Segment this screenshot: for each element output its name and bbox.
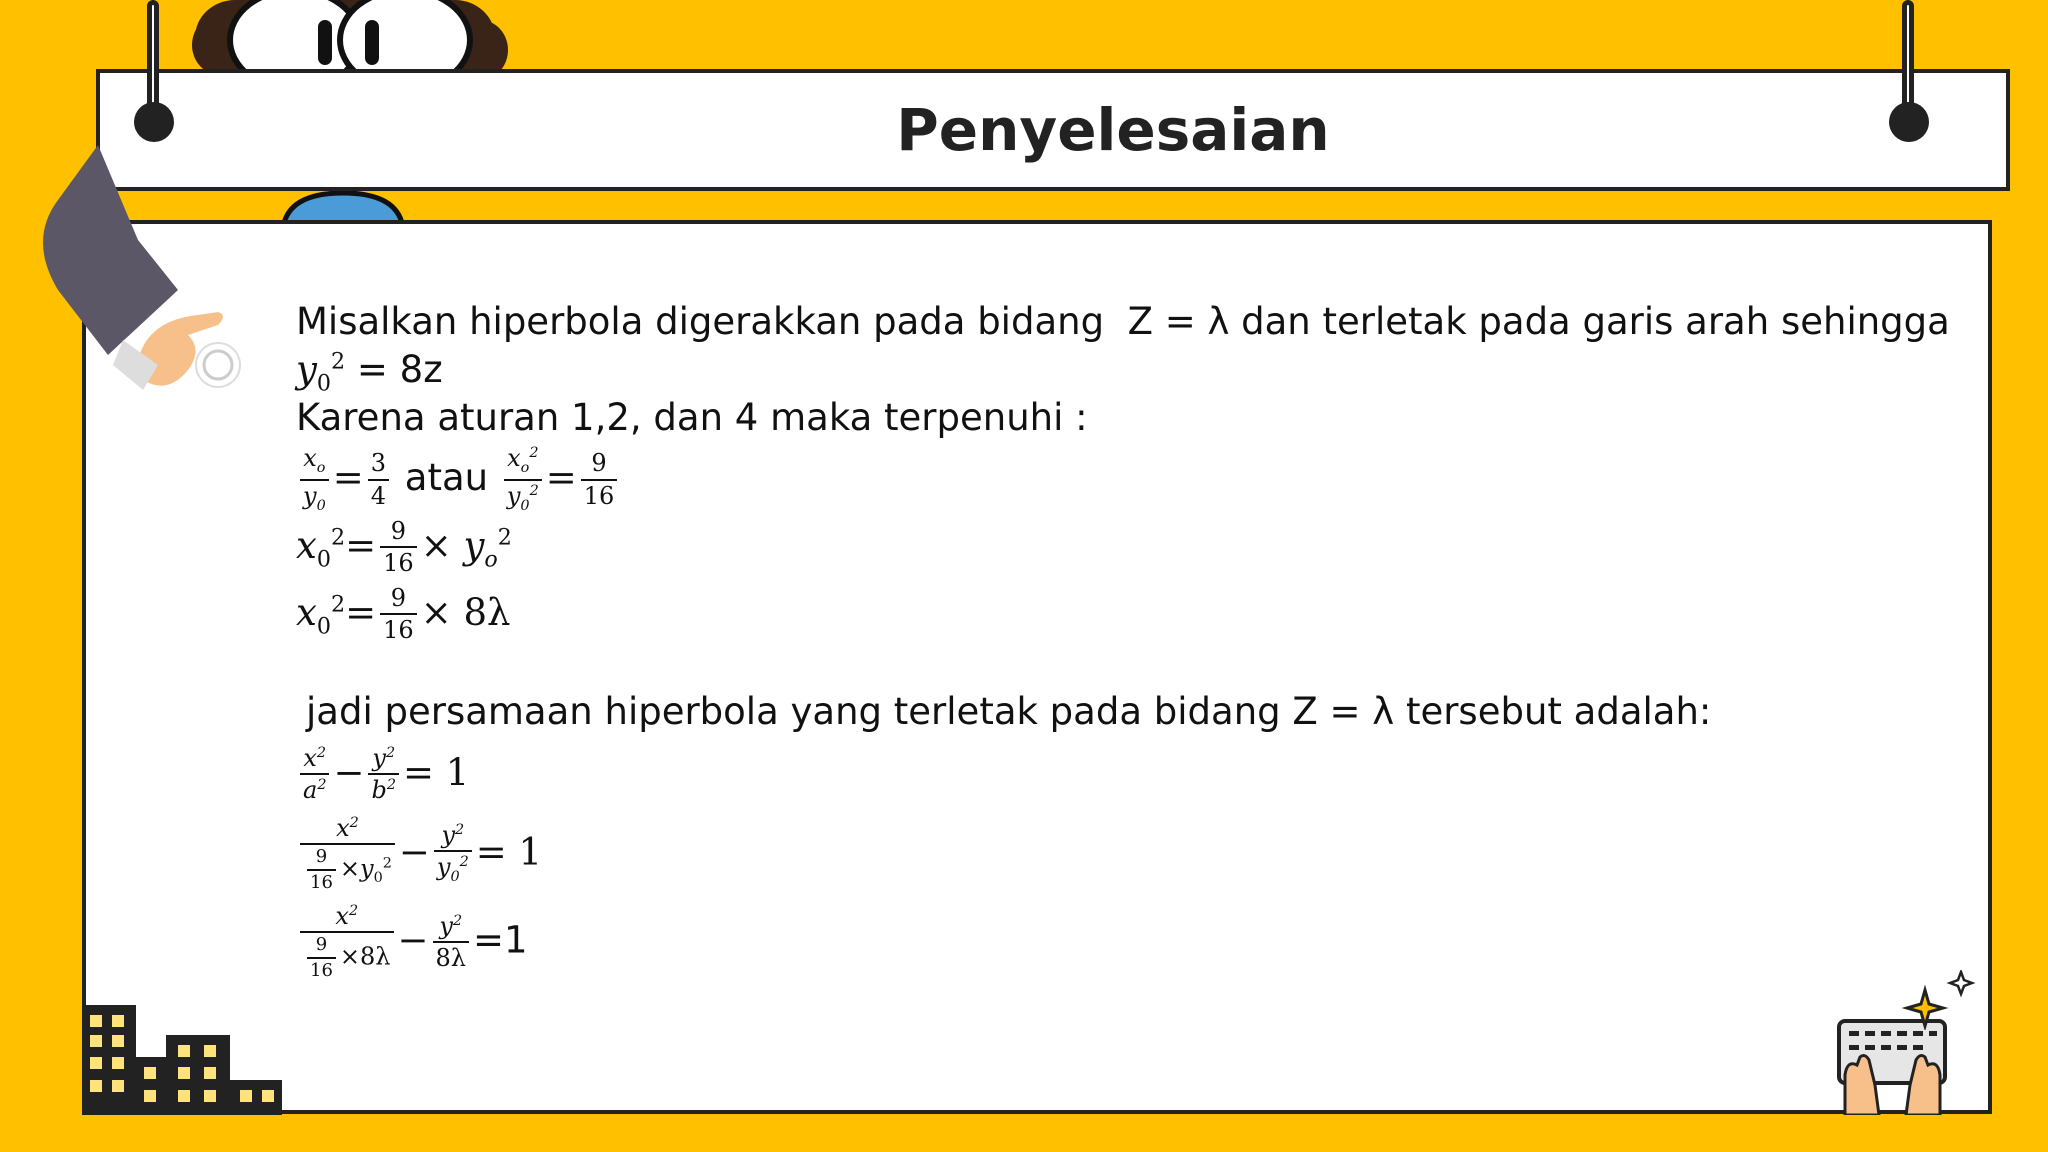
banner-hook-left	[134, 102, 174, 142]
equation-x0-squared-1: $x_0^2=$ $\frac{9}{16}$ × $y_o^2$	[296, 517, 512, 578]
banner-hanger-left	[147, 0, 159, 110]
pointing-hand-icon	[28, 140, 248, 400]
text-line-1: Misalkan hiperbola digerakkan pada bidang Z = λ dan terletak pada garis arah sehingga	[296, 300, 1950, 343]
equation-ratio: $\frac{x_o}{y_0}$ = $\frac{3}{4}$ atau $\frac{x_o^2}{y_0^2}$ = $\frac{9}{16}$	[296, 445, 621, 514]
equation-hyperbola-general: $\frac{x^2}{a^2}$ − $\frac{y^2}{b^2}$ = 1	[296, 745, 469, 804]
sparkle-icon	[1895, 970, 1980, 1030]
banner-hook-right	[1889, 102, 1929, 142]
text-line-3: Karena aturan 1,2, dan 4 maka terpenuhi :	[296, 396, 1088, 439]
equation-x0-squared-2: $x_0^2=$ $\frac{9}{16}$ × 8λ	[296, 584, 511, 645]
plane-equation: Z = λ	[1127, 300, 1230, 343]
page-title: Penyelesaian	[896, 96, 1330, 164]
text-line-conclusion: jadi persamaan hiperbola yang terletak pada bidang Z = λ tersebut adalah:	[306, 690, 1712, 733]
equation-hyperbola-sub-1: $x^2$ $\frac{9}{16}$ $\times y_0^2$ − $\frac{y^2}{y_0^2}$ = 1	[296, 815, 542, 893]
city-buildings-icon	[82, 1005, 282, 1115]
directrix-rhs: = 8z	[356, 348, 443, 391]
banner-hanger-right	[1902, 0, 1914, 110]
text-line-2: $y_0^2 = 8z$	[296, 348, 443, 397]
monkey-peek-icon	[180, 0, 520, 75]
equation-hyperbola-sub-2: $x^2$ $\frac{9}{16}$ ×8λ − $\frac{y^2}{8\lambda}$ =1	[296, 903, 528, 981]
